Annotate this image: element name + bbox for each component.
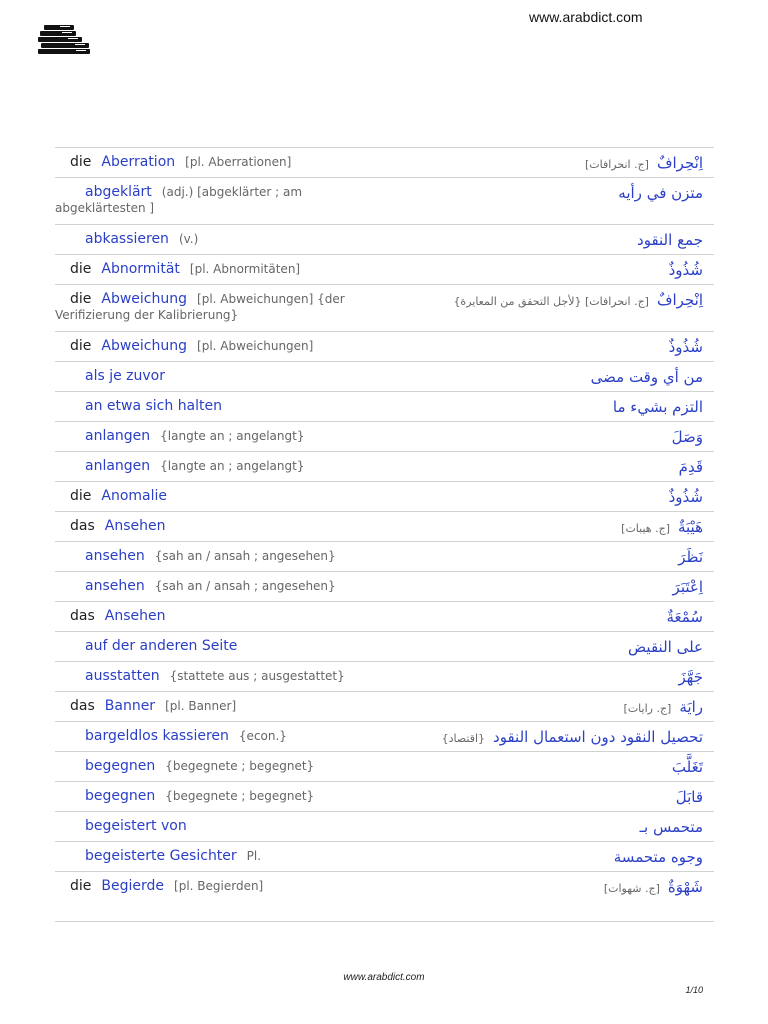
german-word-link[interactable]: auf der anderen Seite — [85, 638, 238, 654]
german-word-link[interactable]: als je zuvor — [85, 368, 165, 384]
arabic-side — [618, 184, 703, 202]
german-word-link[interactable]: ausstatten — [85, 668, 160, 684]
entry-row — [55, 872, 714, 922]
german-side — [55, 338, 714, 354]
grammar-info: (adj.) [abgeklärter ; am abgeklärtesten ] — [55, 185, 303, 215]
arabic-word-link[interactable]: اِنْحِرافٌ — [656, 154, 703, 172]
german-side — [55, 488, 714, 504]
entry-row — [55, 392, 714, 422]
german-side — [55, 758, 714, 774]
arabic-side — [669, 488, 703, 506]
entry-row — [55, 225, 714, 255]
entry-row — [55, 662, 714, 692]
german-word-link[interactable]: begegnen — [85, 758, 156, 774]
german-word-link[interactable]: anlangen — [85, 458, 151, 474]
german-side — [55, 231, 714, 247]
grammar-info: Pl. — [246, 849, 262, 863]
german-word-link[interactable]: Aberration — [101, 154, 176, 170]
arabic-word-link[interactable]: متزن في رأيه — [618, 184, 703, 202]
arabic-side — [585, 154, 703, 174]
entry-row — [55, 542, 714, 572]
arabic-side — [666, 608, 703, 626]
arabic-side — [604, 878, 703, 898]
arabic-word-link[interactable]: نَظَرَ — [678, 548, 703, 566]
arabic-note: [ج. انحرافات] — [584, 158, 649, 171]
arabic-side — [591, 368, 703, 386]
german-word-link[interactable]: abkassieren — [85, 231, 169, 247]
arabic-word-link[interactable]: شُذُوذٌ — [668, 338, 703, 356]
article: die — [70, 338, 92, 354]
german-word-link[interactable]: ansehen — [85, 548, 145, 564]
article: das — [70, 608, 95, 624]
arabic-word-link[interactable]: جمع النقود — [637, 231, 703, 249]
arabic-word-link[interactable]: وجوه متحمسة — [613, 848, 703, 866]
german-side — [55, 428, 714, 444]
page-number: 1/10 — [685, 985, 703, 995]
grammar-info: {stattete aus ; ausgestattet} — [169, 669, 345, 683]
german-word-link[interactable]: abgeklärt — [85, 184, 152, 200]
article: das — [70, 518, 95, 534]
arabic-side — [613, 398, 703, 416]
entry-row — [55, 255, 714, 285]
stacked-books-icon — [38, 25, 90, 57]
article: die — [70, 261, 92, 277]
entry-row — [55, 422, 714, 452]
german-word-link[interactable]: Abweichung — [101, 291, 188, 307]
article: die — [70, 878, 92, 894]
arabic-word-link[interactable]: متحمس بـ — [639, 818, 703, 836]
footer-site-url[interactable]: www.arabdict.com — [343, 972, 425, 983]
grammar-info: {begegnete ; begegnet} — [165, 789, 315, 803]
article: die — [70, 291, 92, 307]
german-side — [55, 698, 714, 714]
arabic-side — [679, 458, 703, 476]
grammar-info: {sah an / ansah ; angesehen} — [154, 579, 336, 593]
arabic-side — [676, 788, 703, 806]
arabic-word-link[interactable]: شُذُوذٌ — [668, 261, 703, 279]
entry-row — [55, 782, 714, 812]
german-side — [55, 184, 714, 216]
article: die — [70, 154, 92, 170]
arabic-side — [679, 668, 703, 686]
arabic-side — [673, 578, 703, 596]
arabic-word-link[interactable]: قَدِمَ — [678, 458, 703, 476]
arabic-word-link[interactable]: اِنْحِرافٌ — [656, 291, 703, 309]
dictionary-entries — [55, 147, 714, 922]
german-word-link[interactable]: anlangen — [85, 428, 151, 444]
arabic-side — [669, 338, 703, 356]
german-side — [55, 548, 714, 564]
entry-row — [55, 512, 714, 542]
arabic-side — [672, 758, 703, 776]
german-word-link[interactable]: Ansehen — [104, 518, 166, 534]
entry-row — [55, 572, 714, 602]
grammar-info: [pl. Abnormitäten] — [189, 262, 301, 276]
entry-row — [55, 482, 714, 512]
entry-row — [55, 602, 714, 632]
german-side — [55, 638, 714, 654]
arabic-side — [678, 548, 703, 566]
entry-row — [55, 692, 714, 722]
arabic-word-link[interactable]: شُذُوذٌ — [668, 488, 703, 506]
arabic-side — [624, 698, 703, 718]
arabic-word-link[interactable]: هَيْبَةٌ — [677, 518, 703, 536]
arabic-note: {اقتصاد} — [441, 732, 486, 745]
grammar-info: (v.) — [178, 232, 199, 246]
entry-row — [55, 452, 714, 482]
arabic-side — [669, 261, 703, 279]
german-word-link[interactable]: Begierde — [101, 878, 165, 894]
arabic-side — [672, 428, 703, 446]
entry-row — [55, 722, 714, 752]
arabic-word-link[interactable]: رايَة — [679, 698, 703, 716]
german-side — [55, 668, 714, 684]
grammar-info: {langte an ; angelangt} — [160, 429, 305, 443]
grammar-info: [pl. Abweichungen] — [197, 339, 314, 353]
entry-row — [55, 148, 714, 178]
arabic-word-link[interactable]: جَهَّزَ — [678, 668, 703, 686]
site-url[interactable]: www.arabdict.com — [529, 9, 643, 25]
grammar-info: [pl. Banner] — [165, 699, 237, 713]
arabic-word-link[interactable]: اِعْتَبَرَ — [672, 578, 703, 596]
german-side — [55, 608, 714, 624]
entry-row — [55, 632, 714, 662]
article: die — [70, 488, 92, 504]
arabic-word-link[interactable]: من أي وقت مضى — [590, 368, 703, 386]
article: das — [70, 698, 95, 714]
grammar-info: {begegnete ; begegnet} — [165, 759, 315, 773]
arabic-word-link[interactable]: تَغَلَّبَ — [671, 758, 703, 776]
german-word-link[interactable]: Banner — [104, 698, 156, 714]
german-word-link[interactable]: bargeldlos kassieren — [85, 728, 229, 744]
grammar-info: {langte an ; angelangt} — [160, 459, 305, 473]
german-word-link[interactable]: Anomalie — [101, 488, 168, 504]
german-side — [55, 818, 714, 834]
german-side — [55, 261, 714, 277]
arabic-word-link[interactable]: تحصيل النقود دون استعمال النقود — [493, 728, 703, 746]
german-word-link[interactable]: begeisterte Gesichter — [85, 848, 237, 864]
arabic-side — [621, 518, 703, 538]
arabic-side — [640, 818, 703, 836]
arabic-side — [453, 291, 703, 311]
grammar-info: [pl. Begierden] — [174, 879, 264, 893]
arabic-note: [ج. هيبات] — [621, 522, 670, 535]
entry-row — [55, 752, 714, 782]
entry-row — [55, 842, 714, 872]
german-word-link[interactable]: Abweichung — [101, 338, 188, 354]
german-word-link[interactable]: Ansehen — [104, 608, 166, 624]
entry-row — [55, 285, 714, 332]
arabic-note: [ج. شهوات] — [603, 882, 660, 895]
arabic-note: [ج. انحرافات] {لأجل التحقق من المعايرة} — [453, 295, 649, 308]
entry-row — [55, 812, 714, 842]
arabic-word-link[interactable]: وَصَلَ — [671, 428, 703, 446]
arabic-word-link[interactable]: التزم بشيء ما — [612, 398, 703, 416]
arabic-side — [614, 848, 703, 866]
grammar-info: {sah an / ansah ; angesehen} — [154, 549, 336, 563]
german-side — [55, 518, 714, 534]
grammar-info: [pl. Aberrationen] — [185, 155, 292, 169]
arabic-side — [628, 638, 703, 656]
german-side — [55, 458, 714, 474]
german-word-link[interactable]: begeistert von — [85, 818, 187, 834]
grammar-info: {econ.} — [238, 729, 287, 743]
german-word-link[interactable]: Abnormität — [101, 261, 180, 277]
german-word-link[interactable]: an etwa sich halten — [85, 398, 223, 414]
german-word-link[interactable]: ansehen — [85, 578, 145, 594]
arabic-note: [ج. رايات] — [623, 702, 672, 715]
entry-row — [55, 362, 714, 392]
arabic-word-link[interactable]: سُمْعَةٌ — [666, 608, 703, 626]
entry-row — [55, 178, 714, 225]
arabic-word-link[interactable]: شَهْوَةٌ — [667, 878, 703, 896]
arabic-side — [637, 231, 703, 249]
entry-row — [55, 332, 714, 362]
arabic-word-link[interactable]: قابَلَ — [675, 788, 703, 806]
arabic-word-link[interactable]: على النقيض — [628, 638, 703, 656]
german-side — [55, 578, 714, 594]
german-word-link[interactable]: begegnen — [85, 788, 156, 804]
grammar-info: [pl. Abweichungen] {der Verifizierung der Kalibrierung} — [55, 292, 345, 322]
arabic-side — [442, 728, 703, 748]
german-side — [55, 788, 714, 804]
